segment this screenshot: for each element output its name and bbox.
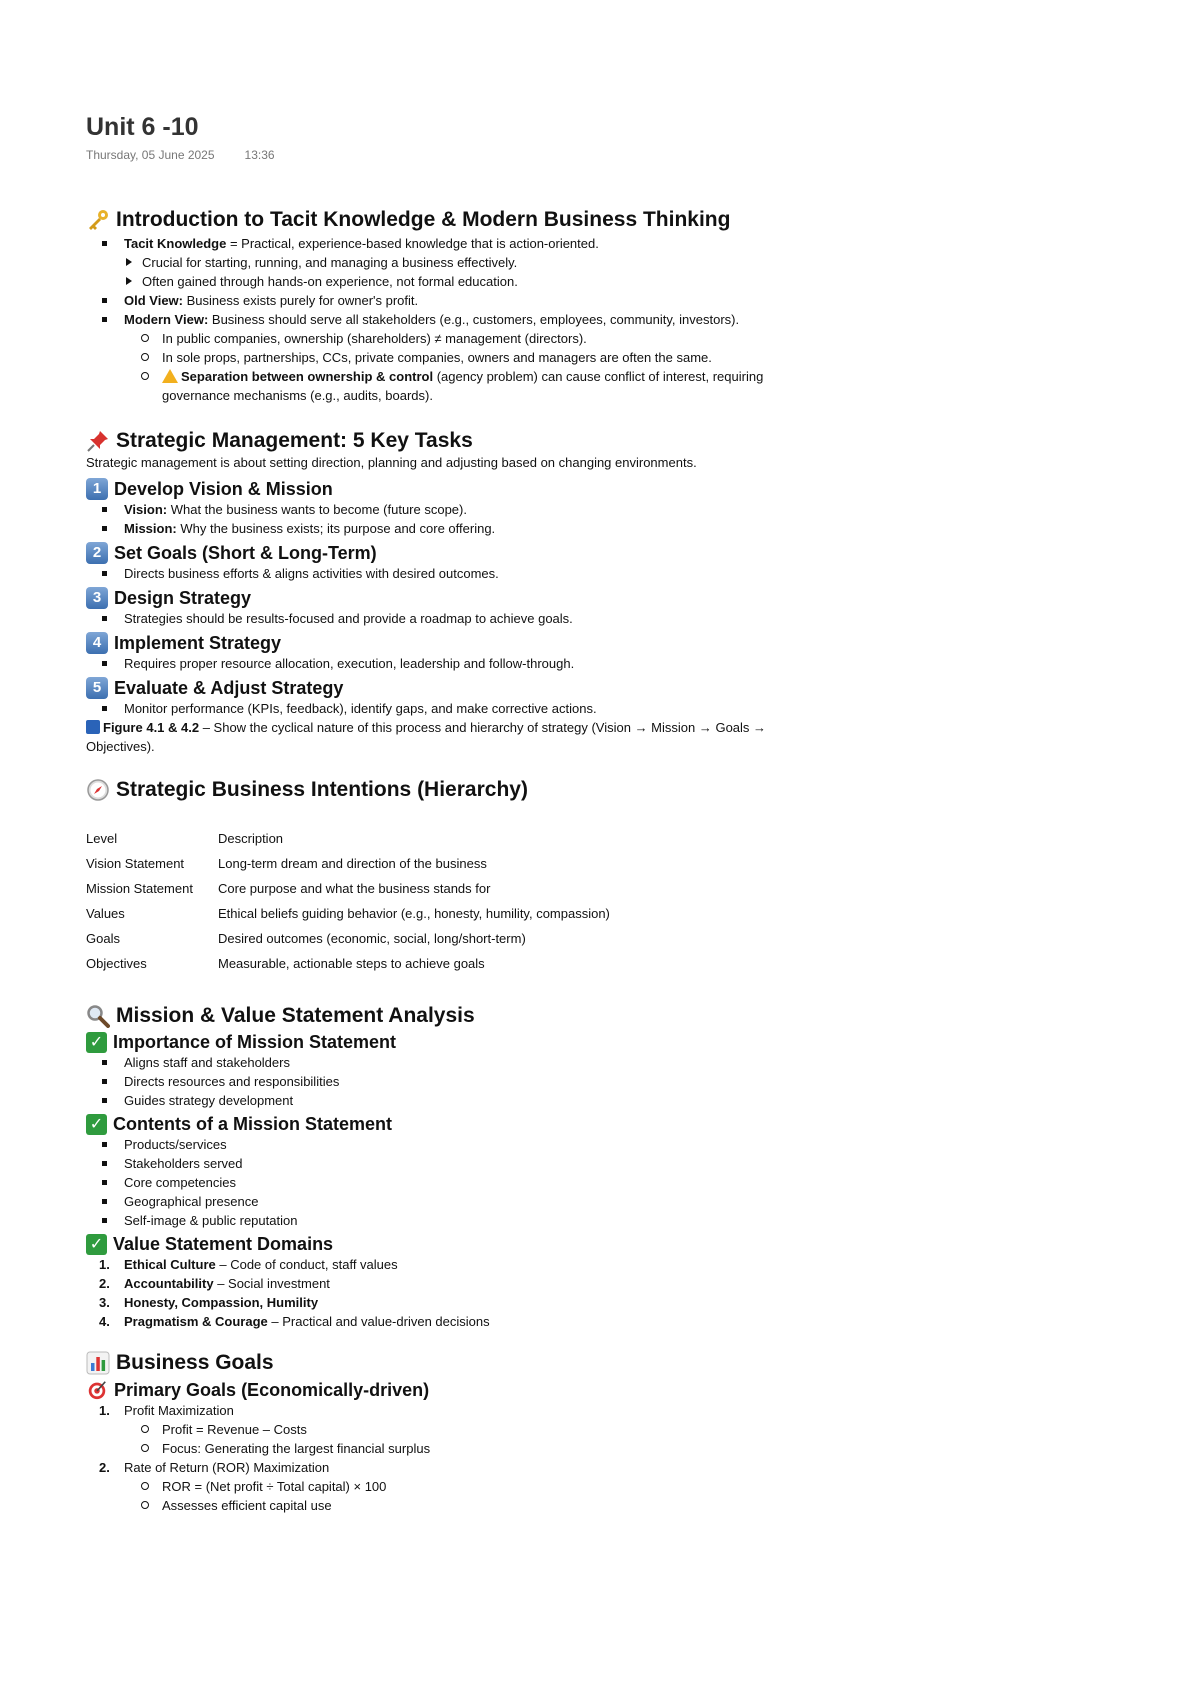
task-heading: 1 Develop Vision & Mission (86, 478, 1126, 500)
page-timestamp (86, 148, 1126, 162)
section-strategic-management (86, 429, 1126, 756)
list-item: In sole props, partnerships, CCs, private companies, owners and managers are often the same. (86, 348, 1126, 367)
column-header: Level (86, 831, 118, 846)
section-intro: Strategic management is about setting direction, planning and adjusting based on changing environments. (86, 455, 697, 470)
list-item: Separation between ownership & control (agency problem) can cause conflict of interest, requiring governance mechanisms (e.g., audits, boards). (86, 367, 822, 405)
table-header-row (86, 826, 622, 851)
list-item: Modern View: Business should serve all stakeholders (e.g., customers, employees, community, investors). (86, 310, 1126, 329)
list-item: Old View: Business exists purely for owner's profit. (86, 291, 1126, 310)
page-time: 13:36 (244, 148, 275, 162)
list-item: Focus: Generating the largest financial surplus (86, 1439, 1126, 1458)
target-icon (86, 1379, 108, 1401)
list-item: Geographical presence (86, 1192, 1126, 1211)
list-item: Strategies should be results-focused and provide a roadmap to achieve goals. (86, 609, 1126, 628)
subsection-heading: Primary Goals (Economically-driven) (86, 1379, 1126, 1401)
list-item: Aligns staff and stakeholders (86, 1053, 1126, 1072)
check-mark-icon: ✓ (86, 1032, 107, 1053)
list-item: Directs resources and responsibilities (86, 1072, 1126, 1091)
table-row: Mission Statement Core purpose and what the business stands for (86, 881, 491, 896)
section-mission-value (86, 1004, 1126, 1331)
keycap-1-icon: 1 (86, 478, 108, 500)
section-tacit-knowledge (86, 208, 1126, 405)
subsection-heading: ✓ Importance of Mission Statement (86, 1032, 1126, 1053)
list-item: Crucial for starting, running, and managing a business effectively. (86, 253, 1126, 272)
list-item: Vision: What the business wants to become (future scope). (86, 500, 1126, 519)
keycap-2-icon: 2 (86, 542, 108, 564)
column-header: Description (218, 831, 284, 846)
list-item: Monitor performance (KPIs, feedback), identify gaps, and make corrective actions. (86, 699, 1126, 718)
table-row: Vision Statement Long-term dream and direction of the business (86, 856, 487, 871)
page-date: Thursday, 05 June 2025 (86, 148, 215, 162)
check-mark-icon: ✓ (86, 1114, 107, 1135)
list-item: 1. Profit Maximization (99, 1403, 234, 1418)
list-item: Mission: Why the business exists; its purpose and core offering. (86, 519, 1126, 538)
list-item: Profit = Revenue – Costs (86, 1420, 1126, 1439)
pushpin-icon (86, 429, 110, 453)
warning-icon (162, 369, 178, 383)
list-item: 1. Ethical Culture – Code of conduct, staff values (99, 1257, 398, 1272)
hierarchy-table (86, 826, 622, 976)
task-heading: 5 Evaluate & Adjust Strategy (86, 677, 1126, 699)
book-icon (86, 720, 100, 734)
table-row: Values Ethical beliefs guiding behavior (e.g., honesty, humility, compassion) (86, 906, 610, 921)
section-heading: Strategic Management: 5 Key Tasks (86, 429, 1126, 453)
list-item: Self-image & public reputation (86, 1211, 1126, 1230)
list-item: 2. Accountability – Social investment (99, 1276, 330, 1291)
list-item: 4. Pragmatism & Courage – Practical and value-driven decisions (99, 1314, 490, 1329)
task-heading: 4 Implement Strategy (86, 632, 1126, 654)
bar-chart-icon (86, 1351, 110, 1375)
section-hierarchy (86, 778, 1126, 976)
list-item: ROR = (Net profit ÷ Total capital) × 100 (86, 1477, 1126, 1496)
keycap-5-icon: 5 (86, 677, 108, 699)
list-item: Assesses efficient capital use (86, 1496, 1126, 1515)
list-item: Guides strategy development (86, 1091, 1126, 1110)
list-item: Core competencies (86, 1173, 1126, 1192)
section-heading: Introduction to Tacit Knowledge & Modern Business Thinking (86, 208, 1126, 232)
list-item: Directs business efforts & aligns activities with desired outcomes. (86, 564, 1126, 583)
list-item: In public companies, ownership (shareholders) ≠ management (directors). (86, 329, 1126, 348)
list-item: 3. Honesty, Compassion, Humility (99, 1295, 319, 1310)
compass-icon (86, 778, 110, 802)
magnifier-icon (86, 1004, 110, 1028)
list-item: Often gained through hands-on experience, not formal education. (86, 272, 1126, 291)
list-item: Tacit Knowledge = Practical, experience-based knowledge that is action-oriented. (86, 234, 1126, 253)
task-heading: 2 Set Goals (Short & Long-Term) (86, 542, 1126, 564)
table-row: Goals Desired outcomes (economic, social, long/short-term) (86, 931, 526, 946)
keycap-3-icon: 3 (86, 587, 108, 609)
list-item: Products/services (86, 1135, 1126, 1154)
section-heading: Strategic Business Intentions (Hierarchy) (86, 778, 1126, 802)
table-row: Objectives Measurable, actionable steps to achieve goals (86, 956, 485, 971)
page-title: Unit 6 -10 (86, 113, 199, 141)
subsection-heading: ✓ Value Statement Domains (86, 1234, 1126, 1255)
keycap-4-icon: 4 (86, 632, 108, 654)
notebook-page (86, 112, 1126, 1515)
section-business-goals (86, 1351, 1126, 1515)
list-item: 2. Rate of Return (ROR) Maximization (99, 1460, 330, 1475)
subsection-heading: ✓ Contents of a Mission Statement (86, 1114, 1126, 1135)
figure-note: Figure 4.1 & 4.2 – Show the cyclical nature of this process and hierarchy of strategy (Vision → Mission → Goals → Objectives). (86, 720, 767, 754)
list-item: Requires proper resource allocation, execution, leadership and follow-through. (86, 654, 1126, 673)
task-heading: 3 Design Strategy (86, 587, 1126, 609)
key-icon (86, 208, 110, 232)
section-heading: Business Goals (86, 1351, 1126, 1375)
check-mark-icon: ✓ (86, 1234, 107, 1255)
list-item: Stakeholders served (86, 1154, 1126, 1173)
section-heading: Mission & Value Statement Analysis (86, 1004, 1126, 1028)
